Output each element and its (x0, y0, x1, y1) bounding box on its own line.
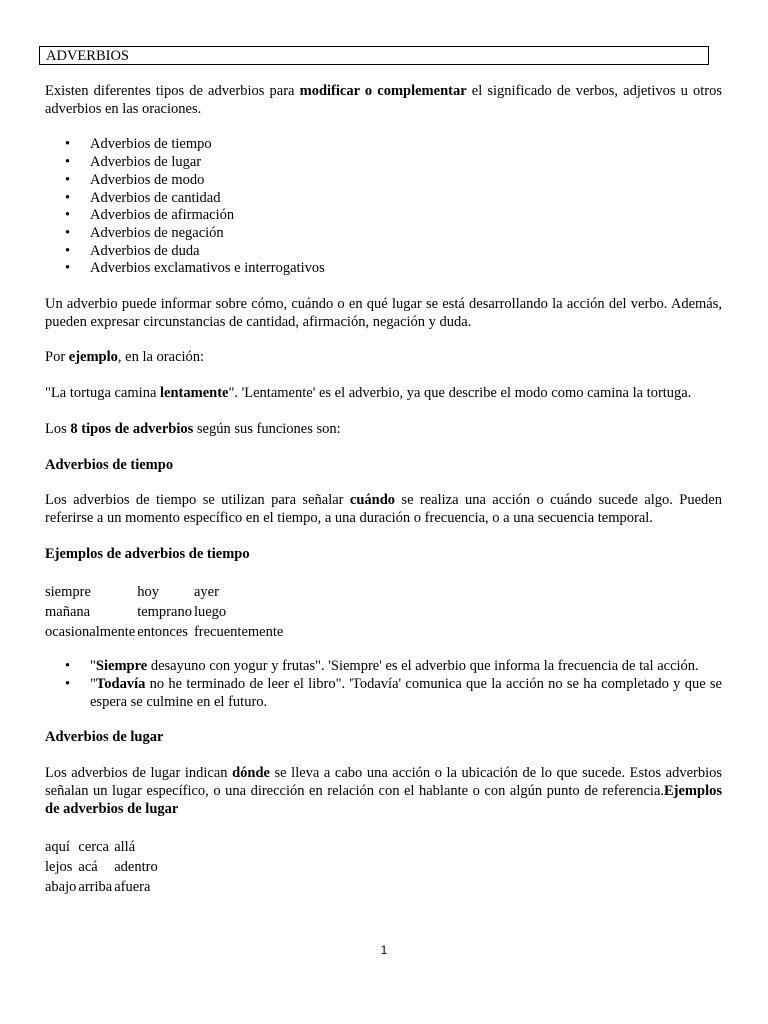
bullet-icon: • (65, 658, 71, 675)
lugar-desc-text-2: se lleva a cabo una acción o la ubicación de lo que sucede. Estos adverbios señalan un lugar específico, o una dirección en relación con el hablante o con algún punto de referencia. (45, 765, 723, 799)
table-row (45, 837, 160, 857)
list-item-text: Adverbios de negación (90, 224, 224, 241)
table-cell: frecuentemente (193, 624, 284, 641)
table-cell: ayer (193, 584, 219, 601)
example-sentence (45, 385, 722, 403)
table-cell: lejos (45, 859, 73, 876)
tiempo-example-sentences (45, 658, 722, 711)
example-text: desayuno con yogur y frutas". 'Siempre' es el adverbio que informa la frecuencia de tal acción. (147, 658, 699, 675)
document-title: ADVERBIOS (39, 46, 709, 65)
list-item-text: Adverbios de modo (90, 171, 205, 188)
list-item-text: Adverbios de lugar (90, 154, 202, 171)
list-item-text: Adverbios exclamativos e interrogativos (90, 260, 325, 277)
example-sentence-text-2: ". 'Lentamente' es el adverbio, ya que describe el modo como camina la tortuga. (228, 385, 692, 402)
lugar-description (45, 765, 722, 818)
tiempo-desc-text-2: se realiza una acción o cuándo sucede algo. Pueden referirse a un momento específico en el tiempo, a una duración o frecuencia, o a una secuencia temporal. (45, 492, 722, 526)
list-item-text: Adverbios de cantidad (90, 189, 221, 206)
bullet-icon: • (65, 260, 71, 277)
bullet-icon: • (65, 171, 71, 188)
quote-mark: " (90, 676, 96, 693)
page-number: 1 (380, 943, 388, 957)
adverb-types-list (45, 136, 722, 278)
list-item-text: Adverbios de afirmación (90, 207, 235, 224)
list-item (45, 676, 722, 711)
lugar-examples-table (45, 837, 160, 897)
eight-types-paragraph (45, 421, 722, 439)
bullet-icon: • (65, 189, 71, 206)
list-item (45, 136, 722, 154)
bullet-icon: • (65, 154, 71, 171)
list-item (45, 260, 722, 278)
document-page (45, 46, 722, 897)
table-cell: abajo (45, 879, 77, 896)
list-item-text: Adverbios de duda (90, 242, 200, 259)
table-cell: temprano (137, 604, 192, 621)
tiempo-heading-text: Adverbios de tiempo (45, 456, 174, 473)
section-heading-tiempo (45, 457, 722, 475)
table-row (45, 857, 160, 877)
table-cell: hoy (137, 584, 159, 601)
tiempo-description (45, 492, 722, 527)
table-cell: mañana (45, 604, 91, 621)
list-item (45, 225, 722, 243)
bullet-icon: • (65, 676, 71, 693)
lugar-desc-bold: dónde (232, 765, 270, 782)
table-cell: siempre (45, 584, 91, 601)
table-row (45, 582, 285, 602)
tiempo-examples-heading-text: Ejemplos de adverbios de tiempo (45, 545, 250, 562)
quote-mark: " (90, 658, 96, 675)
table-cell: luego (193, 604, 227, 621)
list-item (45, 243, 722, 261)
list-item-text: Adverbios de tiempo (90, 136, 212, 153)
eight-types-bold: 8 tipos de adverbios (70, 420, 194, 437)
example-intro-text-1: Por (45, 349, 69, 366)
bullet-icon: • (65, 242, 71, 259)
intro-paragraph (45, 83, 722, 118)
table-cell: adentro (114, 859, 158, 876)
list-item (45, 207, 722, 225)
table-cell: acá (78, 859, 98, 876)
eight-types-text-1: Los (45, 420, 71, 437)
example-sentence-text-1: "La tortuga camina (45, 385, 161, 402)
intro-text-1: Existen diferentes tipos de adverbios para (45, 83, 300, 99)
table-row (45, 602, 285, 622)
bullet-icon: • (65, 207, 71, 224)
example-text: no he terminado de leer el libro". 'Todavía' comunica que la acción no se ha completado y que se espera se culmine en el futuro. (90, 676, 722, 710)
list-item (45, 154, 722, 172)
table-cell: entonces (137, 624, 188, 641)
example-adverb: Todavía (95, 676, 146, 693)
bullet-icon: • (65, 224, 71, 241)
list-item (45, 658, 722, 676)
lugar-examples-heading: Ejemplos de adverbios de lugar (45, 782, 722, 817)
example-intro-text-2: , en la oración: (117, 349, 205, 366)
table-cell: afuera (114, 879, 151, 896)
tiempo-examples-heading (45, 546, 722, 564)
lugar-heading-text: Adverbios de lugar (45, 729, 164, 746)
intro-text-2: el significado de verbos, adjetivos u otros adverbios en las oraciones. (45, 83, 722, 117)
table-row (45, 622, 285, 642)
info-paragraph: Un adverbio puede informar sobre cómo, cuándo o en qué lugar se está desarrollando la acción del verbo. Además, pueden expresar circunstancias de cantidad, afirmación, negación y duda. (45, 296, 722, 330)
example-adverb: Siempre (95, 658, 148, 675)
intro-bold: modificar o complementar (299, 83, 467, 99)
table-cell: aquí (45, 839, 70, 856)
bullet-icon: • (65, 136, 71, 153)
eight-types-text-2: según sus funciones son: (193, 420, 341, 437)
table-cell: arriba (78, 879, 113, 896)
table-cell: allá (114, 839, 136, 856)
table-cell: ocasionalmente (45, 624, 136, 641)
tiempo-examples-table (45, 582, 285, 642)
tiempo-desc-text-1: Los adverbios de tiempo se utilizan para señalar (45, 492, 350, 509)
example-sentence-bold: lentamente (160, 385, 229, 402)
example-intro-bold: ejemplo (68, 349, 118, 366)
tiempo-desc-bold: cuándo (349, 492, 396, 509)
section-heading-lugar (45, 729, 722, 747)
table-row (45, 877, 160, 897)
lugar-desc-text-1: Los adverbios de lugar indican (45, 765, 233, 782)
table-cell: cerca (78, 839, 109, 856)
example-intro (45, 349, 722, 367)
list-item (45, 190, 722, 208)
list-item (45, 172, 722, 190)
